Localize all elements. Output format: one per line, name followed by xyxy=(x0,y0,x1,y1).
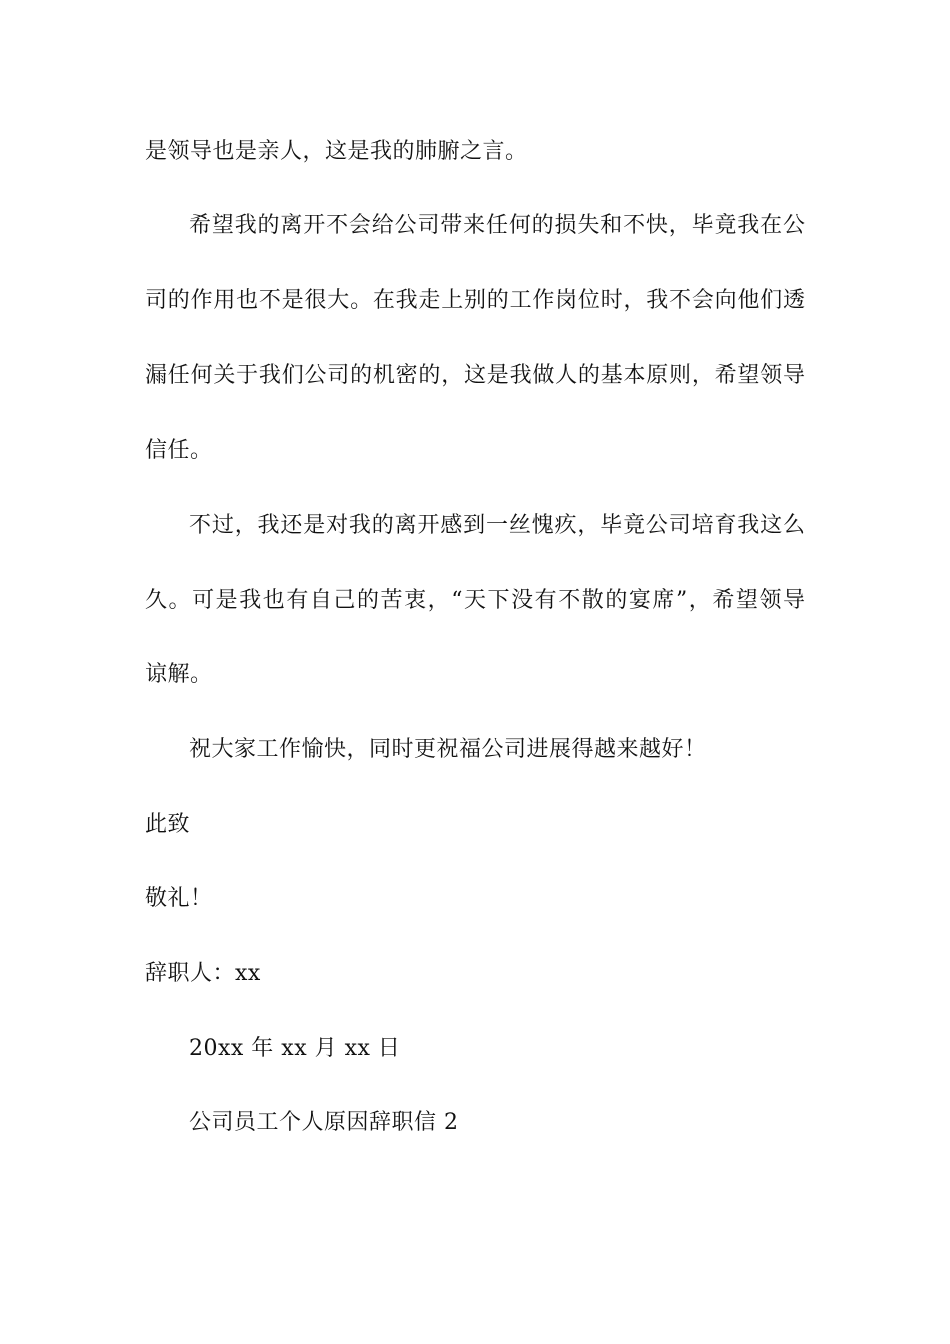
paragraph-line: 是领导也是亲人，这是我的肺腑之言。 xyxy=(145,139,528,164)
salutation-regards: 敬礼！ xyxy=(145,886,213,911)
paragraph-line: 漏任何关于我们公司的机密的，这是我做人的基本原则，希望领导 xyxy=(145,363,805,388)
paragraph-line: 信任。 xyxy=(145,438,213,463)
paragraph-line: 谅解。 xyxy=(145,662,213,687)
paragraph-line: 久。可是我也有自己的苦衷，“天下没有不散的宴席”，希望领导 xyxy=(145,588,805,613)
paragraph-line: 希望我的离开不会给公司带来任何的损失和不快，毕竟我在公 xyxy=(189,213,805,238)
date-line: 20xx 年 xx 月 xx 日 xyxy=(189,1036,401,1061)
salutation-closing: 此致 xyxy=(145,812,191,837)
section-title: 公司员工个人原因辞职信 2 xyxy=(189,1110,459,1135)
paragraph-line: 不过，我还是对我的离开感到一丝愧疚，毕竟公司培育我这么 xyxy=(189,513,805,538)
closing-wish: 祝大家工作愉快，同时更祝福公司进展得越来越好！ xyxy=(189,737,707,762)
paragraph-line: 司的作用也不是很大。在我走上别的工作岗位时，我不会向他们透 xyxy=(145,288,805,313)
signature-line: 辞职人：xx xyxy=(145,961,261,986)
